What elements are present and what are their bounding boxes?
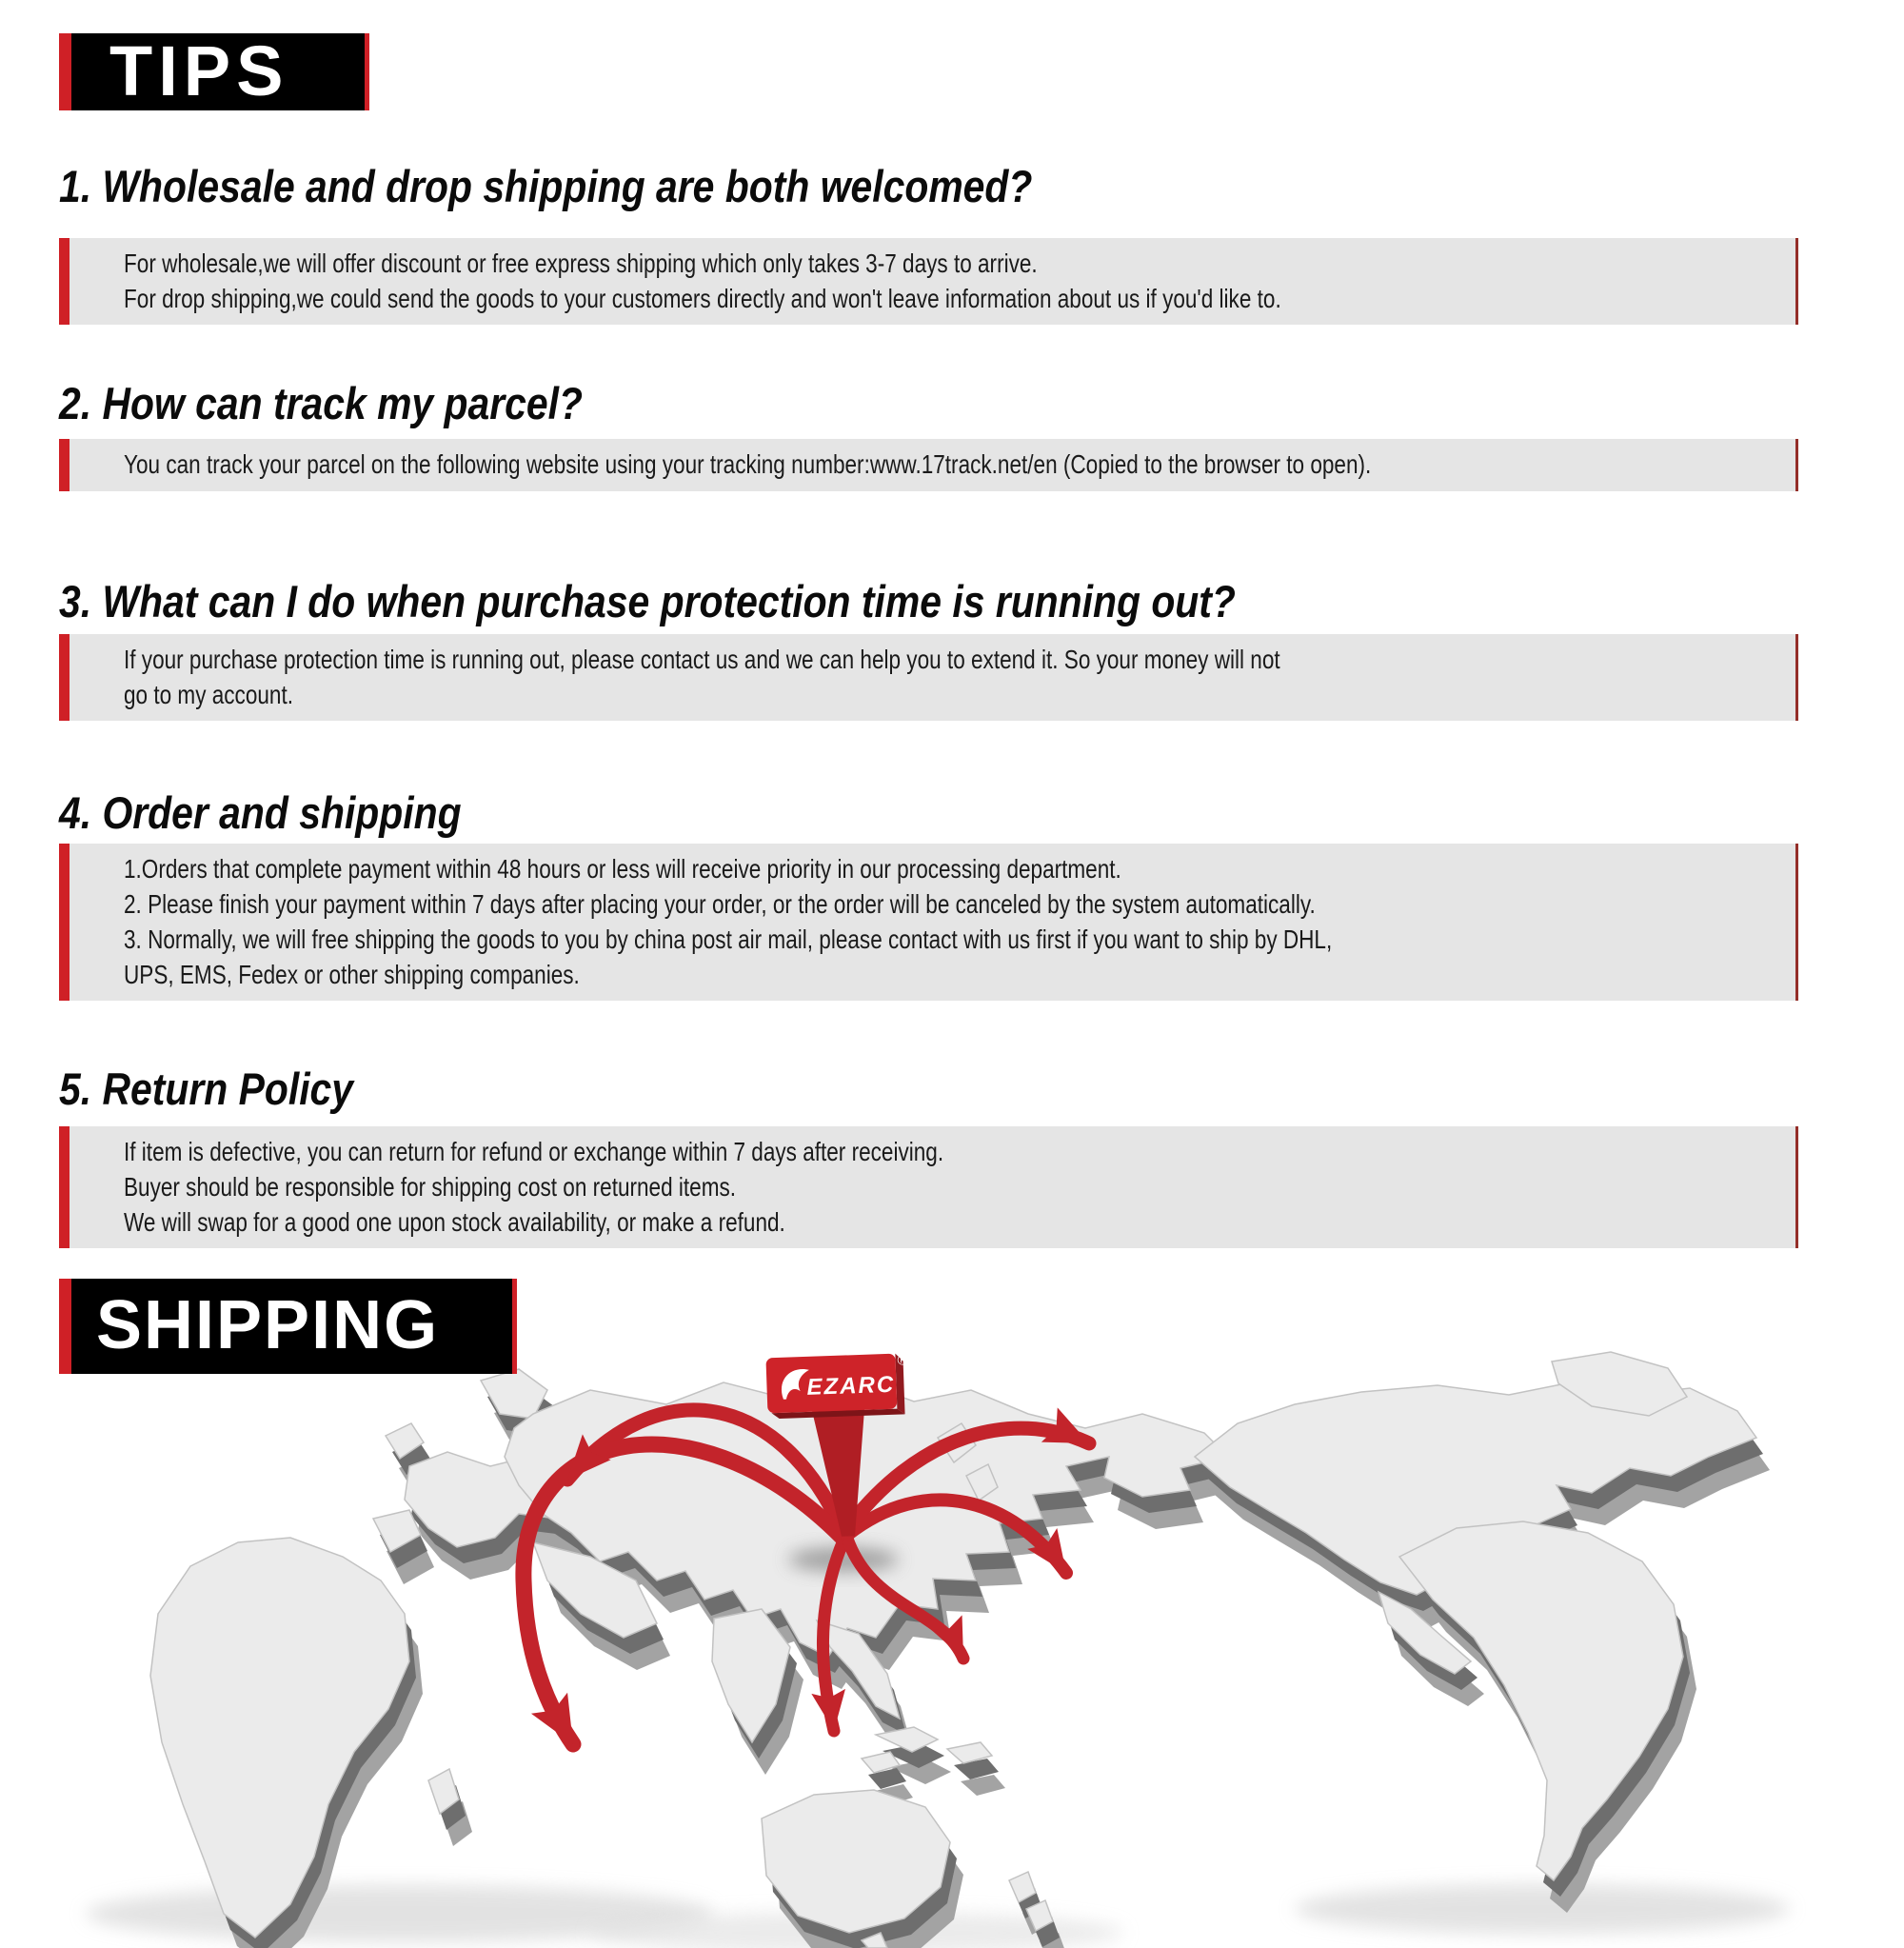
body-line: You can track your parcel on the following website using your tracking number:www.17track.net/en (Copied to the browser to open). <box>124 449 1372 479</box>
section-4-body <box>59 844 1798 1001</box>
body-line: We will swap for a good one upon stock availability, or make a refund. <box>124 1207 785 1237</box>
section-4-heading: 4. Order and shipping <box>59 787 462 838</box>
shipping-banner <box>59 1279 517 1374</box>
body-line: If item is defective, you can return for refund or exchange within 7 days after receiving. <box>124 1137 944 1166</box>
map-ground-shadow <box>1295 1884 1790 1934</box>
body-line: 2. Please finish your payment within 7 days after placing your order, or the order will be canceled by the system automatically. <box>124 889 1316 919</box>
section-1-body <box>59 238 1798 325</box>
arrowhead <box>531 1693 591 1755</box>
body-line: Buyer should be responsible for shipping cost on returned items. <box>124 1172 737 1202</box>
body-line: go to my account. <box>124 680 293 709</box>
body-line: For drop shipping,we could send the goods to your customers directly and won't leave information about us if you'd like to. <box>124 284 1281 313</box>
tips-banner <box>59 33 369 110</box>
tips-title: TIPS <box>109 31 289 110</box>
body-line: 1.Orders that complete payment within 48 hours or less will receive priority in our processing department. <box>124 854 1121 884</box>
body-line: For wholesale,we will offer discount or free express shipping which only takes 3-7 days to arrive. <box>124 248 1038 278</box>
section-1-heading: 1. Wholesale and drop shipping are both welcomed? <box>59 161 1033 211</box>
world-map <box>0 1323 1904 1948</box>
body-line: 3. Normally, we will free shipping the goods to you by china post air mail, please contact with us first if you want to ship by DHL, <box>124 924 1333 954</box>
section-5-heading: 5. Return Policy <box>59 1063 354 1114</box>
registered-mark: ® <box>897 1352 908 1369</box>
body-line: If your purchase protection time is running out, please contact us and we can help you to extend it. So your money will not <box>124 645 1280 674</box>
section-3-body <box>59 634 1798 721</box>
section-5-body <box>59 1126 1798 1248</box>
section-2-heading: 2. How can track my parcel? <box>59 378 583 428</box>
shipping-title: SHIPPING <box>96 1287 440 1363</box>
body-line: UPS, EMS, Fedex or other shipping companies. <box>124 960 580 989</box>
ezarc-logo-text: EZARC <box>806 1371 896 1401</box>
section-3-heading: 3. What can I do when purchase protection time is running out? <box>59 576 1236 626</box>
section-2-body <box>59 439 1798 491</box>
